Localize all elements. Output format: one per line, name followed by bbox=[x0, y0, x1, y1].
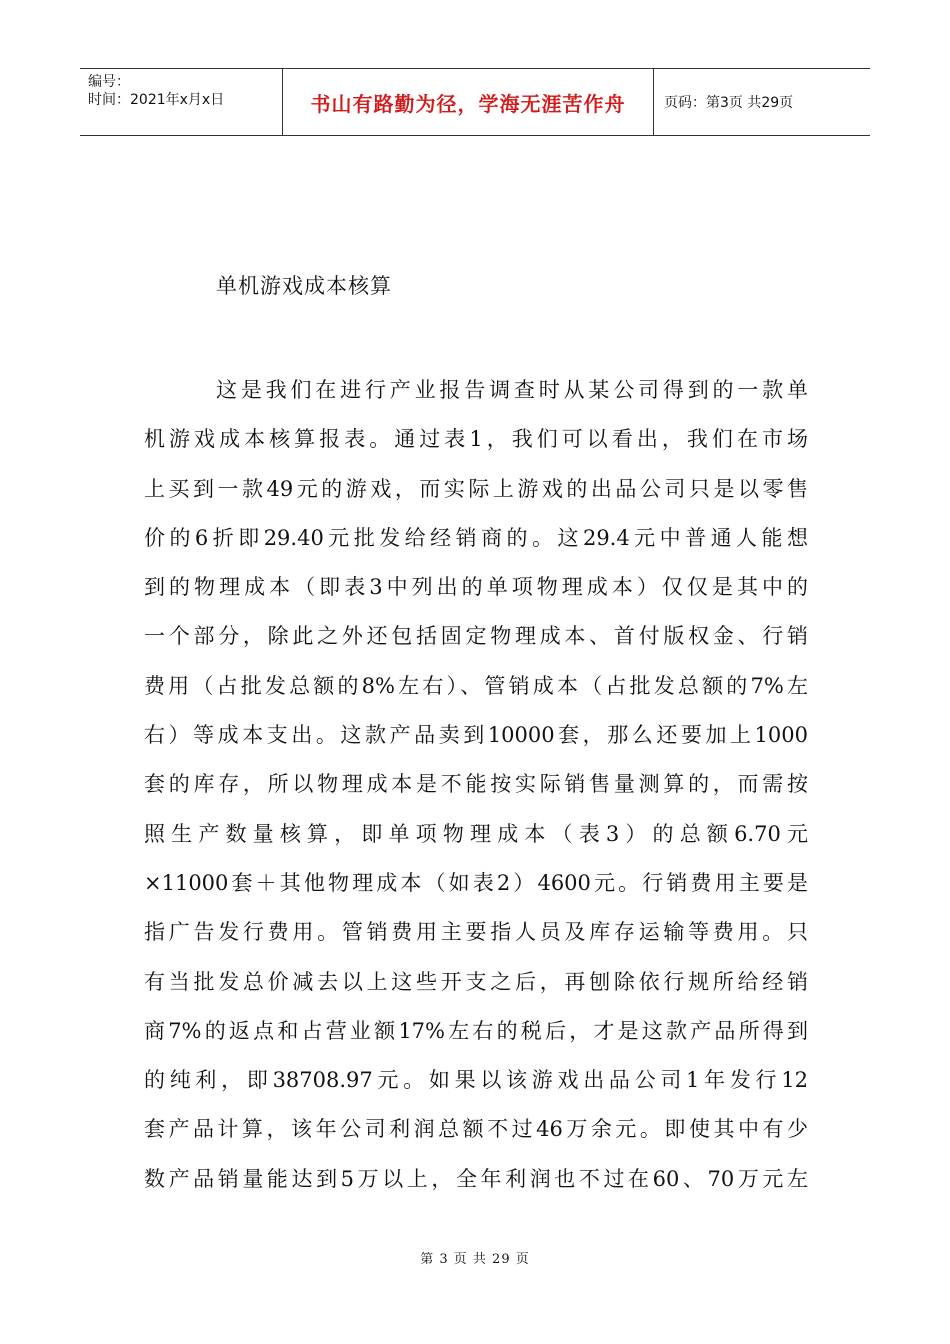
motto-text: 书山有路勤为径，学海无涯苦作舟 bbox=[310, 91, 626, 116]
number-label: 编号： bbox=[88, 74, 130, 90]
paragraph-line: 这是我们在进行产业报告调查时从某公司得到的一款单 bbox=[216, 378, 808, 402]
paragraph-line: 一个部分，除此之外还包括固定物理成本、首付版权金、行销 bbox=[144, 624, 808, 649]
paragraph-line: 上买到一款49元的游戏，而实际上游戏的出品公司只是以零售 bbox=[144, 476, 808, 501]
paragraph-line: 有当批发总价减去以上这些开支之后，再刨除依行规所给经销 bbox=[144, 969, 808, 994]
header-motto-cell bbox=[282, 69, 654, 135]
header-meta bbox=[80, 69, 282, 135]
paragraph-line: 套产品计算，该年公司利润总额不过46万余元。即使其中有少 bbox=[144, 1117, 808, 1142]
page-info: 页码：第3页 共29页 bbox=[664, 95, 794, 111]
paragraph-line: 的纯利，即38708.97元。如果以该游戏出品公司1年发行12 bbox=[144, 1068, 808, 1093]
paragraph-line: 商7%的返点和占营业额17%左右的税后，才是这款产品所得到 bbox=[144, 1018, 808, 1043]
paragraph-line: 数产品销量能达到5万以上，全年利润也不过在60、70万元左 bbox=[144, 1166, 808, 1191]
header-page-cell bbox=[654, 69, 870, 135]
page-header bbox=[80, 68, 870, 136]
document-title: 单机游戏成本核算 bbox=[216, 274, 392, 298]
paragraph-line: 套的库存，所以物理成本是不能按实际销售量测算的，而需按 bbox=[144, 772, 808, 797]
page-footer: 第 3 页 共 29 页 bbox=[420, 1252, 530, 1267]
paragraph-line: 照生产数量核算，即单项物理成本（表3）的总额6.70元 bbox=[144, 821, 808, 846]
time-label: 时间：2021年x月x日 bbox=[88, 92, 225, 108]
paragraph-line: 机游戏成本核算报表。通过表1，我们可以看出，我们在市场 bbox=[144, 427, 808, 452]
paragraph-line: 价的6折即29.40元批发给经销商的。这29.4元中普通人能想 bbox=[144, 525, 808, 550]
paragraph-line: 到的物理成本（即表3中列出的单项物理成本）仅仅是其中的 bbox=[144, 575, 808, 600]
paragraph-line: 右）等成本支出。这款产品卖到10000套，那么还要加上1000 bbox=[144, 723, 808, 748]
paragraph-line: 指广告发行费用。管销费用主要指人员及库存运输等费用。只 bbox=[144, 920, 808, 945]
body-paragraph bbox=[144, 366, 808, 1204]
paragraph-line: ×11000套＋其他物理成本（如表2）4600元。行销费用主要是 bbox=[144, 870, 808, 895]
paragraph-line: 费用（占批发总额的8%左右）、管销成本（占批发总额的7%左 bbox=[144, 673, 808, 698]
